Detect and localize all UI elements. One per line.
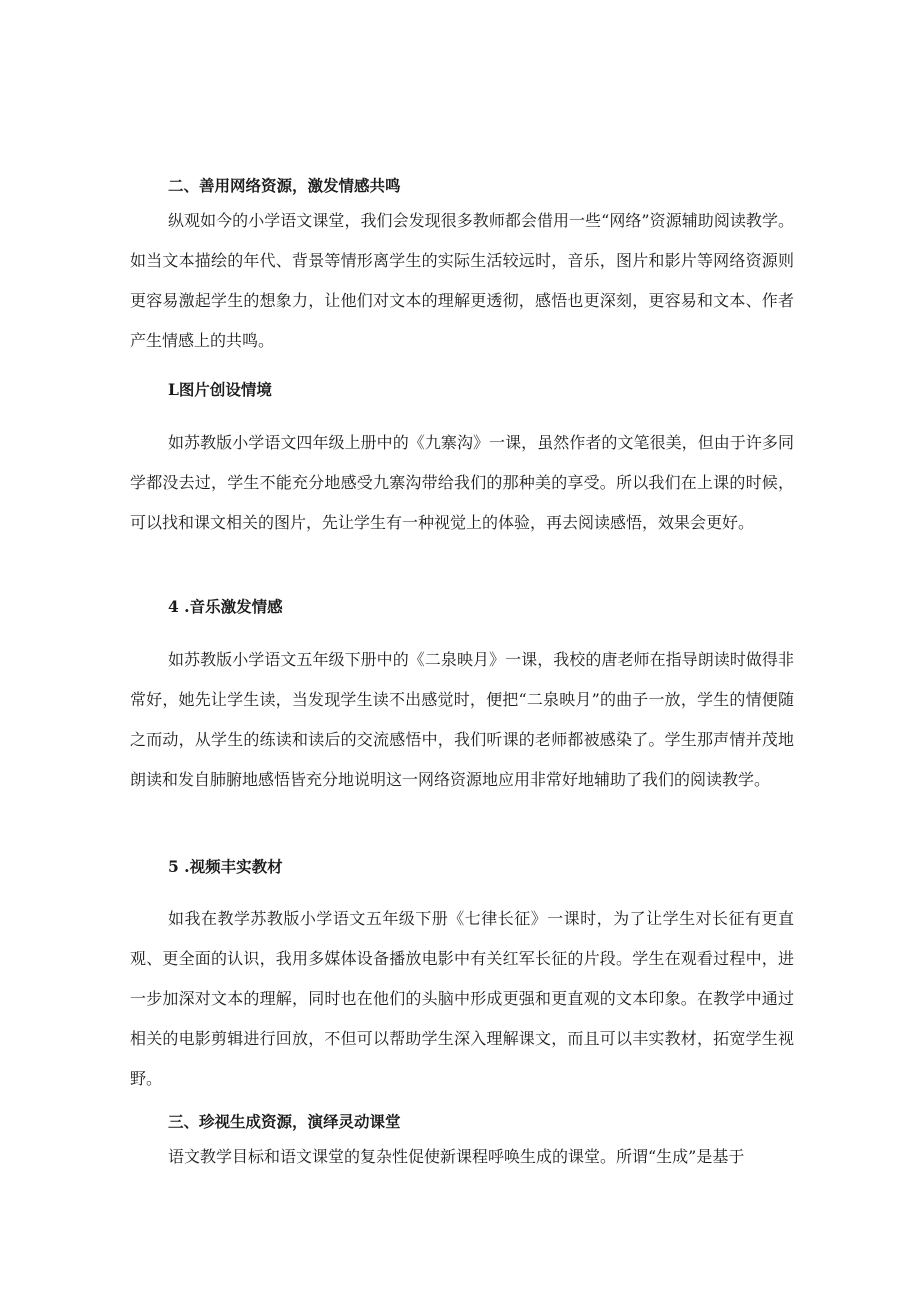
paragraph-pictures: 如苏教版小学语文四年级上册中的《九寨沟》一课，虽然作者的文笔很美，但由于许多同学都没去过，学生不能充分地感受九寨沟带给我们的那种美的享受。所以我们在上课的时候，可以找和课文相关的图片，先让学生有一种视觉上的体验，再去阅读感悟，效果会更好。 (130, 433, 794, 532)
section-heading-video: 5 .视频丰实教材 (168, 857, 283, 876)
paragraph-network-resources: 纵观如今的小学语文课堂，我们会发现很多教师都会借用一些“网络”资源辅助阅读教学。如当文本描绘的年代、背景等情形离学生的实际生活较远时，音乐，图片和影片等网络资源则更容易激起学生的想象力，让他们对文本的理解更透彻，感悟也更深刻，更容易和文本、作者产生情感上的共鸣。 (130, 211, 794, 350)
paragraph-video: 如我在教学苏教版小学语文五年级下册《七律长征》一课时，为了让学生对长征有更直观、更全面的认识，我用多媒体设备播放电影中有关红军长征的片段。学生在观看过程中，进一步加深对文本的理解，同时也在他们的头脑中形成更强和更直观的文本印象。在教学中通过相关的电影剪辑进行回放，不但可以帮助学生深入理解课文，而且可以丰实教材，拓宽学生视野。 (130, 909, 794, 1088)
paragraph-music: 如苏教版小学语文五年级下册中的《二泉映月》一课，我校的唐老师在指导朗读时做得非常好，她先让学生读，当发现学生读不出感觉时，便把“二泉映月”的曲子一放，学生的情便随之而动，从学生的练读和读后的交流感悟中，我们听课的老师都被感染了。学生那声情并茂地朗读和发自肺腑地感悟皆充分地说明这一网络资源地应用非常好地辅助了我们的阅读教学。 (130, 650, 794, 789)
paragraph-generated-resources: 语文教学目标和语文课堂的复杂性促使新课程呼唤生成的课堂。所谓“生成”是基于 (168, 1147, 745, 1166)
section-heading-music: 4 .音乐激发情感 (168, 597, 283, 616)
section-heading-network-resources: 二、善用网络资源，激发情感共鸣 (168, 176, 401, 195)
section-heading-generated-resources: 三、珍视生成资源，演绎灵动课堂 (168, 1112, 401, 1131)
section-heading-pictures: L图片创设情境 (168, 380, 272, 399)
